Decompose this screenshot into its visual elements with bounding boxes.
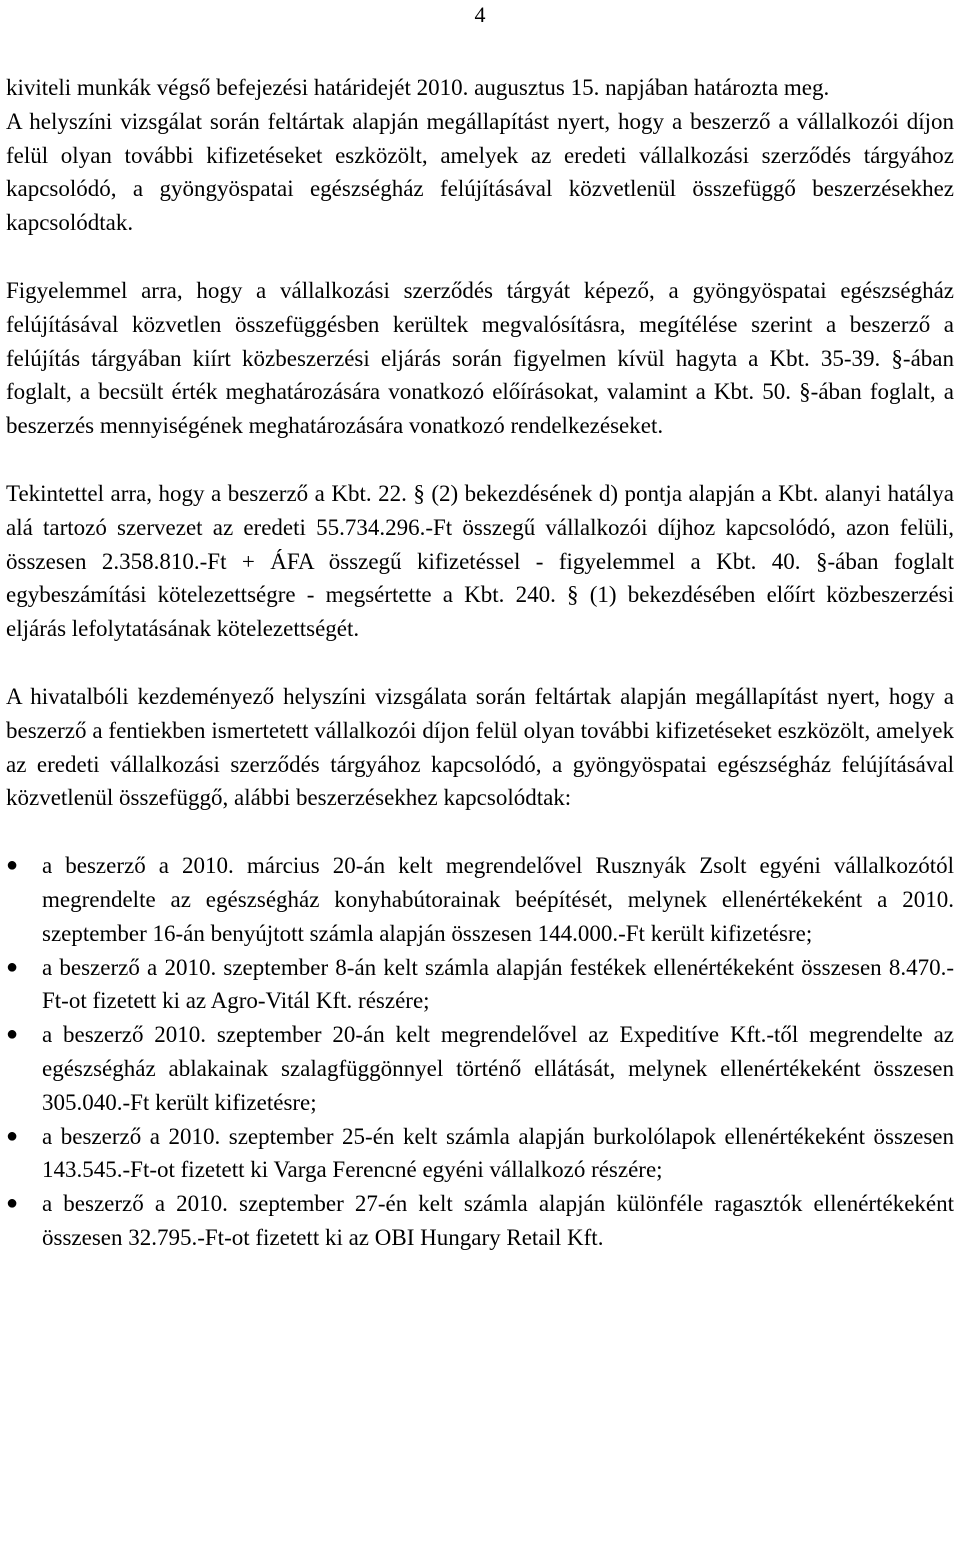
list-item [6,951,954,1019]
list-item [6,1120,954,1188]
list-item-text: a beszerző a 2010. március 20-án kelt megrendelővel Rusznyák Zsolt egyéni vállalkozótól megrendelte az egészségház konyhabútorainak beépítését, melynek ellenértékeként a 2010. szeptember 16-án benyújtott számla alapján összesen 144.000.-Ft került kifizetésre; [42,853,954,946]
bullet-icon: ● [6,955,19,978]
paragraph-findings: A helyszíni vizsgálat során feltártak alapján megállapítást nyert, hogy a beszerző a vállalkozói díjon felül olyan további kifizetéseket eszközölt, amelyek az eredeti vállalkozási szerződés tárgyához kapcsolódó, a gyöngyöspatai egészségház felújításával közvetlenül összefüggő beszerzésekhez kapcsolódtak. [6,108,954,236]
list-item [6,1187,954,1255]
purchase-list [6,849,954,1255]
paragraph-consideration: Figyelemmel arra, hogy a vállalkozási szerződés tárgyát képező, a gyöngyöspatai egészségház felújításával közvetlen összefüggésben kerültek megvalósításra, megítélése szerint a beszerző a felújítás tárgyában kiírt közbeszerzési eljárás során figyelmen kívül hagyta a Kbt. 35-39. §-ában foglalt, a becsült érték meghatározására vonatkozó előírásokat, valamint a Kbt. 50. §-ában foglalt, a beszerzés mennyiségének meghatározására vonatkozó rendelkezéseket. [6,277,954,439]
paragraph-violation: Tekintettel arra, hogy a beszerző a Kbt. 22. § (2) bekezdésének d) pontja alapján a Kbt. alanyi hatálya alá tartozó szervezet az eredeti 55.734.296.-Ft összegű vállalkozói díjhoz kapcsolódó, azon felüli, összesen 2.358.810.-Ft + ÁFA összegű kifizetéssel - figyelemmel a Kbt. 40. §-ában foglalt egybeszámítási kötelezettségre - megsértette a Kbt. 240. § (1) bekezdésében előírt közbeszerzési eljárás lefolytatásának kötelezettségét. [6,480,954,642]
list-item-text: a beszerző a 2010. szeptember 27-én kelt számla alapján különféle ragasztók ellenértékeként összesen 32.795.-Ft-ot fizetett ki az OBI Hungary Retail Kft. [42,1191,954,1250]
document-body [6,71,954,1255]
bullet-icon: ● [6,1124,19,1147]
list-item-text: a beszerző a 2010. szeptember 25-én kelt számla alapján burkolólapok ellenértékeként összesen 143.545.-Ft-ot fizetett ki Varga Ferencné egyéni vállalkozó részére; [42,1123,954,1183]
list-item [6,849,954,950]
bullet-icon: ● [6,854,19,877]
list-item [6,1018,954,1119]
page-number: 4 [474,2,486,27]
list-item-text: a beszerző 2010. szeptember 20-án kelt megrendelővel az Expeditíve Kft.-től megrendelte az egészségház ablakainak szalagfüggönnyel történő ellátását, melynek ellenértékeként összesen 305.040.-Ft került kifizetésre; [42,1022,954,1115]
paragraph-continuation: kiviteli munkák végső befejezési határidejét 2010. augusztus 15. napjában határozta meg. [6,75,830,100]
bullet-icon: ● [6,1023,19,1046]
bullet-icon: ● [6,1192,19,1215]
list-item-text: a beszerző a 2010. szeptember 8-án kelt számla alapján festékek ellenértékeként összesen 8.470.-Ft-ot fizetett ki az Agro-Vitál Kft. részére; [42,954,954,1014]
paragraph-investigation: A hivatalbóli kezdeményező helyszíni vizsgálata során feltártak alapján megállapítást nyert, hogy a beszerző a fentiekben ismertetett vállalkozói díjon felül olyan további kifizetéseket eszközölt, amelyek az eredeti vállalkozási szerződés tárgyához kapcsolódó, a gyöngyöspatai egészségház felújításával közvetlenül összefüggő, alábbi beszerzésekhez kapcsolódtak: [6,683,954,811]
